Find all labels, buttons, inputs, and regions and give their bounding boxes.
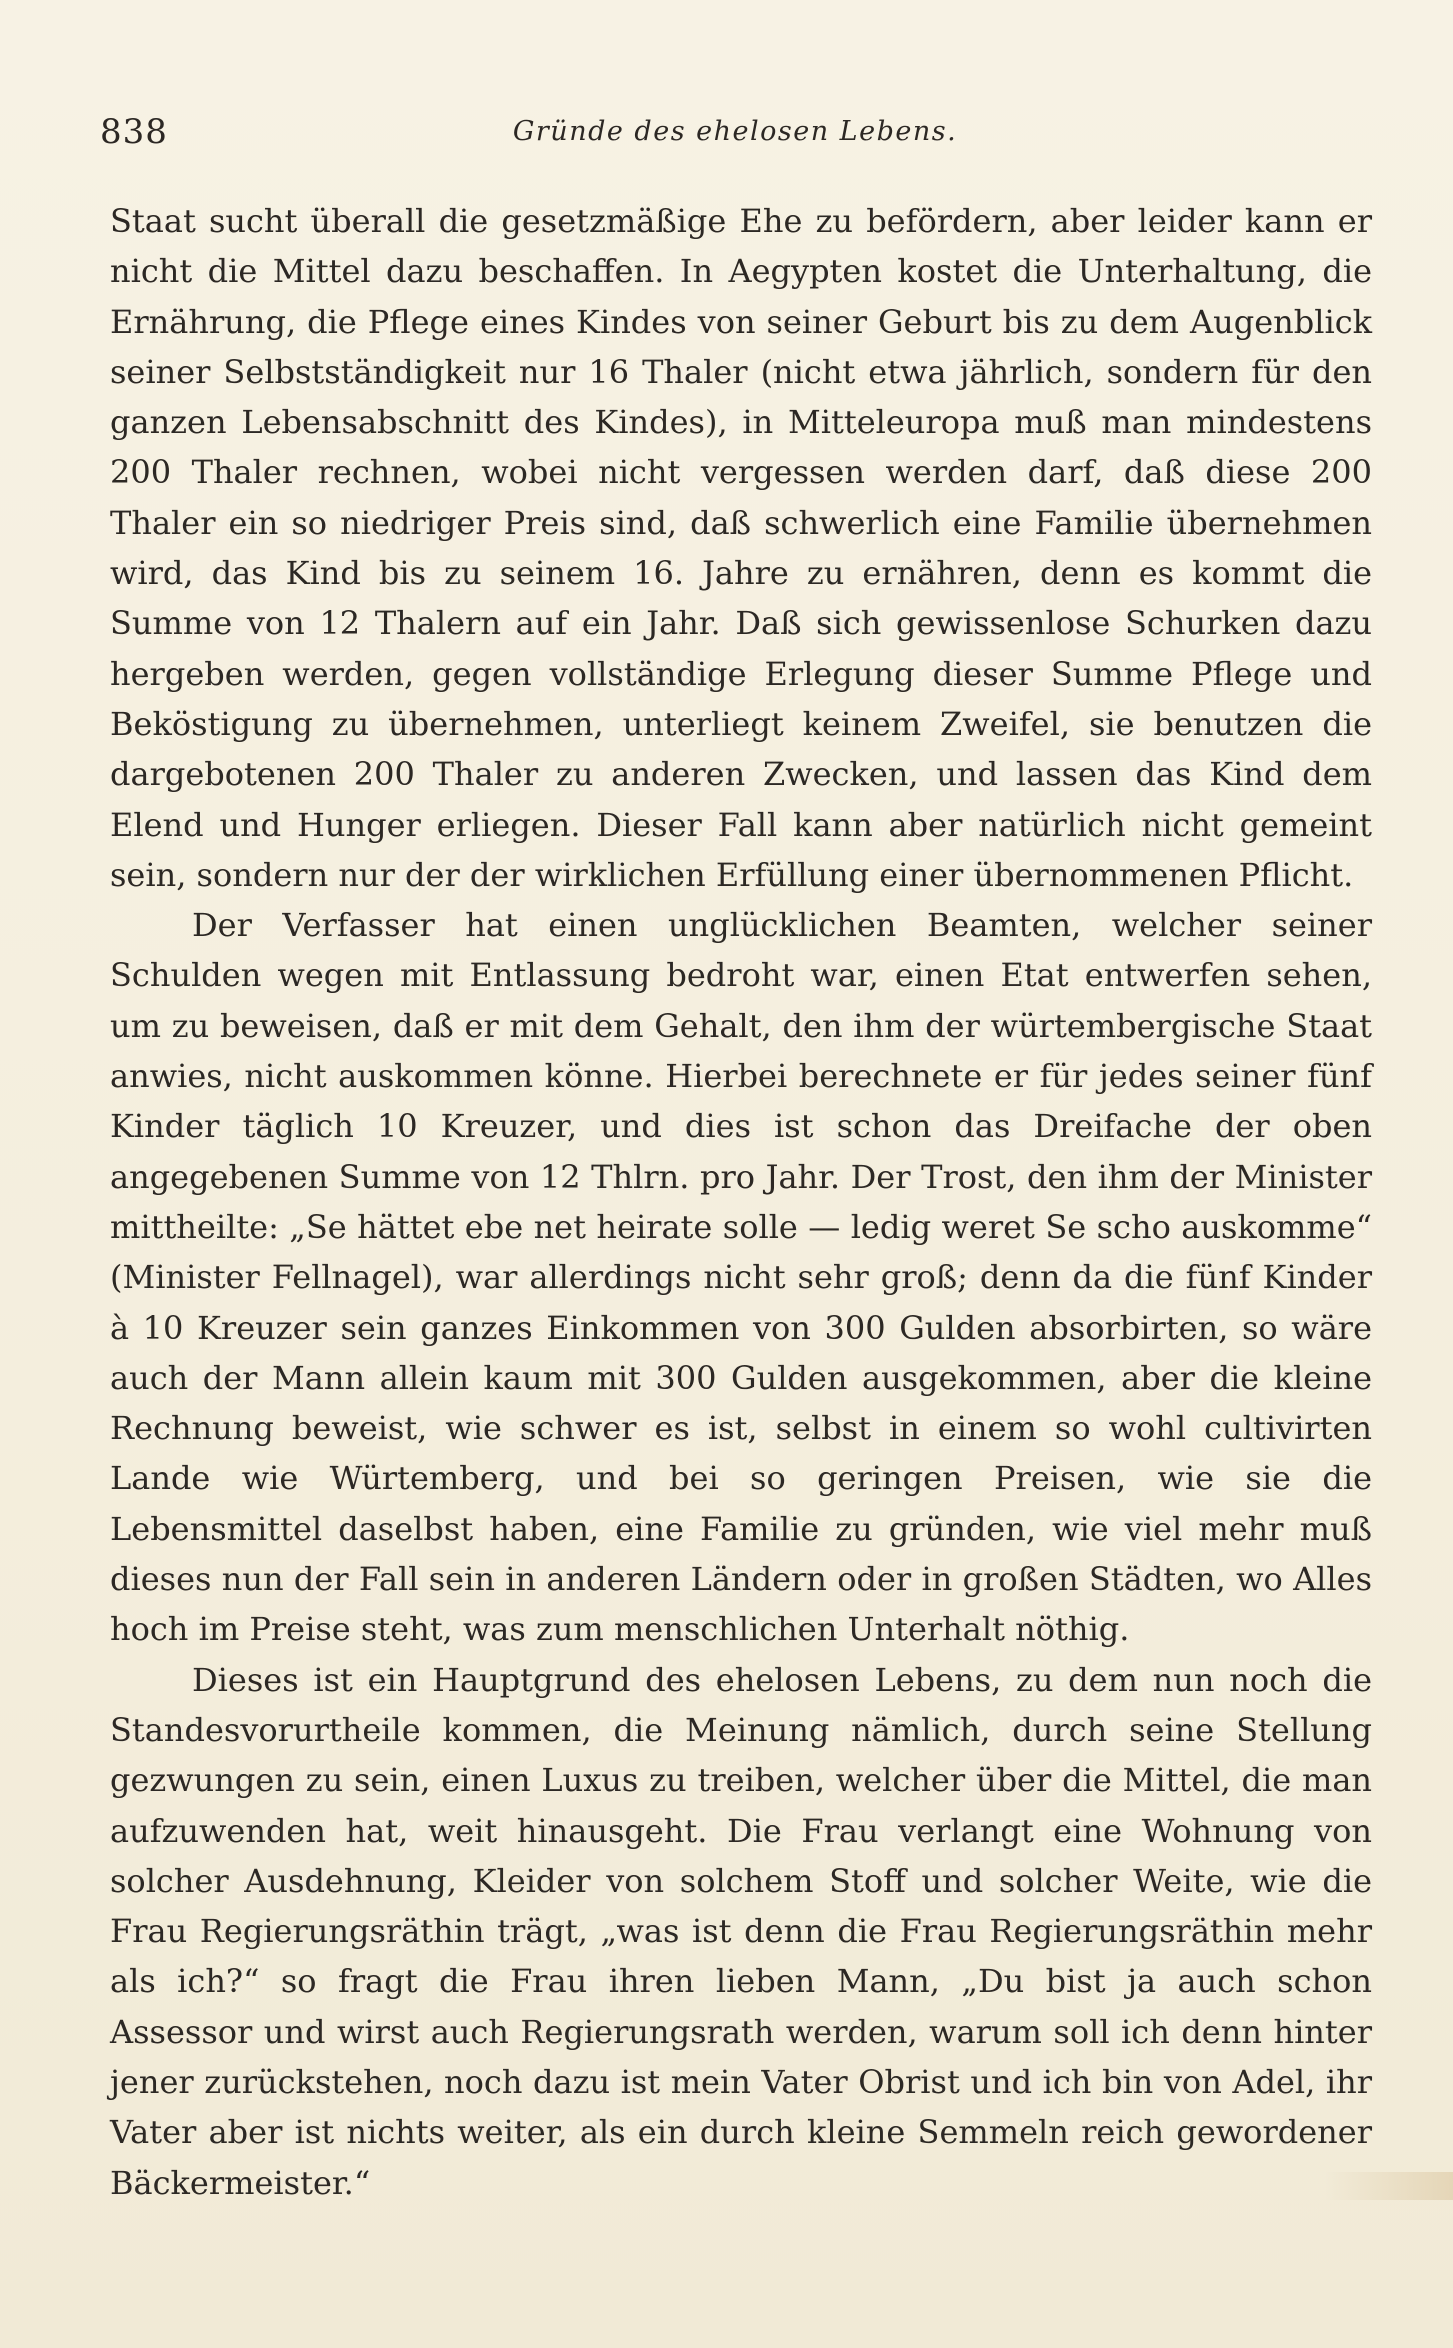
page-number: 838 bbox=[100, 112, 168, 152]
running-title: Gründe des ehelosen Lebens. bbox=[512, 116, 958, 147]
paragraph-3: Dieses ist ein Hauptgrund des ehelosen Lebens, zu dem nun noch die Standesvorurtheile kommen, die Meinung nämlich, durch seine Stellung gezwungen zu sein, einen Luxus zu treiben, welcher über die Mittel, die man aufzuwenden hat, weit hinausgeht. Die Frau verlangt eine Wohnung von solcher Ausdehnung, Kleider von solchem Stoff und solcher Weite, wie die Frau Regierungsräthin trägt, „was ist denn die Frau Regierungsräthin mehr als ich?“ so fragt die Frau ihren lieben Mann, „Du bist ja auch schon Assessor und wirst auch Regierungsrath werden, warum soll ich denn hinter jener zurückstehen, noch dazu ist mein Vater Obrist und ich bin von Adel, ihr Vater aber ist nichts weiter, als ein durch kleine Semmeln reich gewordener Bäckermeister.“ bbox=[110, 1660, 1372, 2202]
bleed-through-mark bbox=[1325, 2172, 1453, 2200]
paragraph-2: Der Verfasser hat einen unglücklichen Beamten, welcher seiner Schulden wegen mit Entlassung bedroht war, einen Etat entwerfen sehen, um zu beweisen, daß er mit dem Gehalt, den ihm der würtembergische Staat anwies, nicht auskommen könne. Hierbei berechnete er für jedes seiner fünf Kinder täglich 10 Kreuzer, und dies ist schon das Dreifache der oben angegebenen Summe von 12 Thlrn. pro Jahr. Der Trost, den ihm der Minister mittheilte: „Se hättet ebe net heirate solle — ledig weret Se scho auskomme“ (Minister Fellnagel), war allerdings nicht sehr groß; denn da die fünf Kinder à 10 Kreuzer sein ganzes Einkommen von 300 Gulden absorbirten, so wäre auch der Mann allein kaum mit 300 Gulden ausgekommen, aber die kleine Rechnung beweist, wie schwer es ist, selbst in einem so wohl cultivirten Lande wie Würtemberg, und bei so geringen Preisen, wie sie die Lebensmittel daselbst haben, eine Familie zu gründen, wie viel mehr muß dieses nun der Fall sein in anderen Ländern oder in großen Städten, wo Alles hoch im Preise steht, was zum menschlichen Unterhalt nöthig. bbox=[110, 906, 1372, 1649]
page-header bbox=[100, 112, 1370, 162]
paragraph-1: Staat sucht überall die gesetzmäßige Ehe zu befördern, aber leider kann er nicht die Mittel dazu beschaffen. In Aegypten kostet die Unterhaltung, die Ernährung, die Pflege eines Kindes von seiner Geburt bis zu dem Augenblick seiner Selbstständigkeit nur 16 Thaler (nicht etwa jährlich, sondern für den ganzen Lebensabschnitt des Kindes), in Mitteleuropa muß man mindestens 200 Thaler rechnen, wobei nicht vergessen werden darf, daß diese 200 Thaler ein so niedriger Preis sind, daß schwerlich eine Familie übernehmen wird, das Kind bis zu seinem 16. Jahre zu ernähren, denn es kommt die Summe von 12 Thalern auf ein Jahr. Daß sich gewissenlose Schurken dazu hergeben werden, gegen vollständige Erlegung dieser Summe Pflege und Beköstigung zu übernehmen, unterliegt keinem Zweifel, sie benutzen die dargebotenen 200 Thaler zu anderen Zwecken, und lassen das Kind dem Elend und Hunger erliegen. Dieser Fall kann aber natürlich nicht gemeint sein, sondern nur der der wirklichen Erfüllung einer übernommenen Pflicht. bbox=[110, 202, 1372, 894]
body-text bbox=[110, 196, 1372, 2208]
